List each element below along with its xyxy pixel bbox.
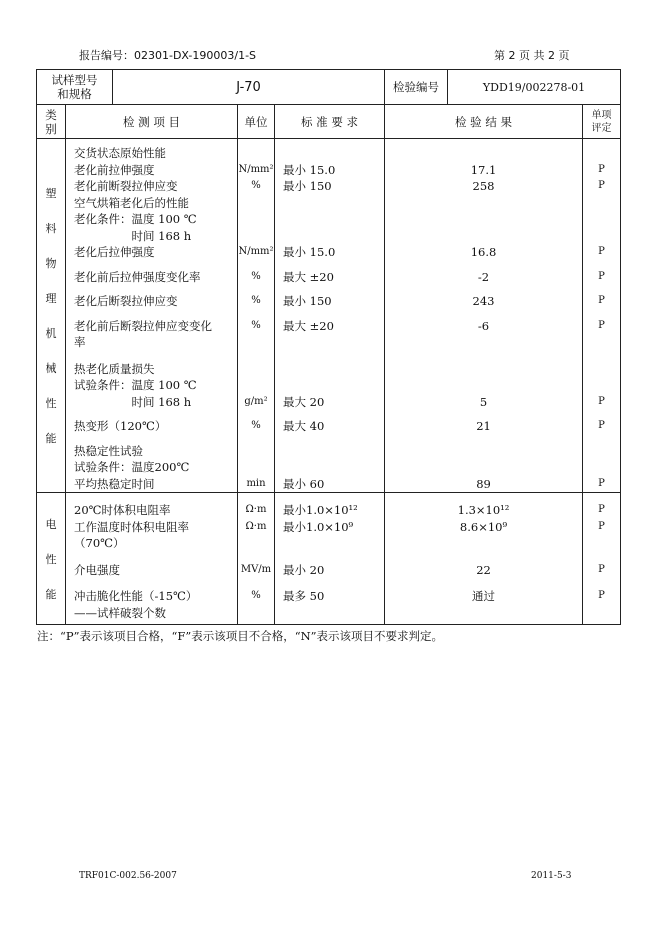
model-row [37,70,621,105]
result-text-cell [385,178,582,195]
item-text: 老化前后拉伸强度变化率 [74,269,201,284]
category-char: 性 [45,552,57,566]
category-char: 理 [45,292,57,305]
unit-text: N/mm² [238,163,274,175]
verdict-text-cell [583,162,620,179]
standard-text-cell [283,418,384,435]
spacer [283,334,384,351]
result-text: 16.8 [470,245,497,259]
unit-text-cell [238,162,274,179]
standard-text-cell [283,269,384,286]
unit-text: Ω·m [245,504,267,515]
spacer [385,334,582,351]
unit-text: % [251,180,261,191]
result-text-cell [385,145,582,162]
list-item [74,195,237,245]
result-text [385,145,582,162]
spacer [385,377,582,394]
verdict-text-cell [583,269,620,286]
col-verdict: 单项 评定 [583,105,621,139]
spacer [238,195,274,212]
verdict-text-cell [583,443,620,493]
standard-text-cell [283,519,384,552]
footer-date: 2011-5-3 [531,871,572,881]
spacer [583,334,620,351]
verdict-text: P [598,504,605,515]
result-text: 243 [472,294,495,308]
col-standard: 标 准 要 求 [275,105,385,139]
result-text: -6 [477,318,490,333]
item-text: （70℃） [74,536,125,550]
spacer [385,361,582,378]
unit-text-cell [238,562,274,579]
spacer [283,459,384,476]
item-text: 20℃时体积电阻率 [74,503,171,517]
result-text: 1.3×10¹² [457,503,510,517]
standard-text-cell [283,361,384,411]
item-text: 老化前拉伸强度 [74,162,155,177]
category-char: 料 [45,222,57,235]
unit-text: N/mm² [238,246,274,257]
verdict-text-cell [583,502,620,519]
spacer [238,334,274,351]
standard-text-cell [283,244,384,261]
result-text: 21 [476,419,491,433]
list-item [74,443,237,493]
result-text-cell [385,269,582,286]
result-text: -2 [477,269,490,284]
verdict-text-cell [583,195,620,245]
results-mechanical [385,139,583,493]
unit-text-cell [238,418,274,435]
verdict-text: P [598,420,605,431]
unit-text [238,228,274,245]
unit-text: % [251,295,261,306]
spacer [238,377,274,394]
standard-text-cell [283,502,384,519]
unit-text: Ω·m [245,520,267,532]
verdict-text-cell [583,588,620,621]
unit-text-cell [238,244,274,261]
verdict-text-cell [583,178,620,195]
standard-text: 最大 20 [283,394,325,409]
result-text-cell [385,318,582,351]
unit-text-cell [238,361,274,411]
col-unit: 单位 [238,105,275,139]
list-item [74,361,237,411]
units-electrical [238,493,275,625]
verdict-text: P [598,395,605,407]
unit-text: % [251,590,261,601]
item-text: 平均热稳定时间 [74,476,155,491]
unit-text-cell [238,269,274,286]
model-label: 试样型号 和规格 [37,70,113,105]
item-text: 介电强度 [74,562,120,577]
standards-electrical [275,493,385,625]
result-text-cell [385,418,582,435]
verdict-text-cell [583,244,620,261]
inspection-no-cell [385,70,621,105]
standard-text: 最小 15.0 [283,245,336,259]
standard-text: 最大 ±20 [283,269,334,284]
verdict-text: P [598,163,605,175]
spacer [283,535,384,552]
unit-text: MV/m [240,563,272,575]
spacer [583,459,620,476]
result-text-cell [385,519,582,552]
standard-text-cell [283,162,384,179]
verdict-text: P [598,319,605,331]
inspection-table [36,69,621,625]
item-text: 热老化质量损失 [74,361,155,376]
spacer [238,211,274,228]
result-text: 5 [479,394,488,409]
unit-text: % [251,319,261,331]
result-text-cell [385,195,582,245]
spacer [283,361,384,378]
standard-text: 最小 150 [283,294,332,308]
unit-text: min [246,477,266,489]
list-item [74,269,237,286]
inspection-no-value: YDD19/002278-01 [482,80,586,94]
report-number: 报告编号：02301-DX-190003/1-S [79,49,257,62]
results-electrical [385,493,583,625]
item-text: 时间 168 h [74,394,192,409]
category-char: 机 [45,327,57,340]
unit-text-cell [238,145,274,162]
result-text: 17.1 [470,162,497,177]
item-text: 热稳定性试验 [74,443,143,458]
spacer [385,195,582,212]
unit-text: % [251,420,261,431]
unit-text-cell [238,443,274,493]
spacer [385,443,582,460]
category-char: 能 [45,432,57,445]
item-text: 交货状态原始性能 [74,146,166,160]
result-text-cell [385,443,582,493]
standard-text: 最多 50 [283,589,325,603]
list-item [74,145,237,162]
standard-text-cell [283,562,384,579]
spacer [583,605,620,622]
standard-text: 最小 60 [283,476,325,491]
verdict-text-cell [583,418,620,435]
standards-mechanical [275,139,385,493]
result-text-cell [385,502,582,519]
unit-text-cell [238,588,274,621]
standard-text: 最小1.0×10¹² [283,503,358,517]
standard-text: 最小 15.0 [283,162,336,177]
result-text [385,228,582,245]
verdict-text: P [598,180,605,191]
standard-text: 最小1.0×10⁹ [283,519,354,534]
section-mechanical [37,139,621,493]
spacer [283,377,384,394]
verdict-text-cell [583,519,620,552]
item-text: 老化后断裂拉伸应变 [74,294,178,308]
verdict-text: P [598,520,605,532]
verdict-text-cell [583,145,620,162]
inspection-no-label: 检验编号 [385,70,448,104]
item-text: 时间 168 h [74,228,192,243]
verdict-text [583,145,620,162]
standard-text: 最大 ±20 [283,318,334,333]
unit-text-cell [238,195,274,245]
standard-text-cell [283,178,384,195]
units-mechanical [238,139,275,493]
verdict-text: P [598,295,605,306]
spacer [385,459,582,476]
spacer [583,361,620,378]
verdicts-electrical [583,493,621,625]
standard-text-cell [283,145,384,162]
items-electrical [66,493,238,625]
spacer [238,605,274,622]
list-item [74,418,237,435]
category-char: 电 [45,517,57,531]
page-info: 第 2 页 共 2 页 [494,49,570,62]
item-text: 老化条件：温度 100 ℃ [74,212,197,226]
category-char: 塑 [45,187,57,200]
result-text: 8.6×10⁹ [459,519,508,534]
result-text: 通过 [472,589,496,603]
result-text: 258 [472,179,495,193]
item-text: 老化前断裂拉伸应变 [74,179,178,193]
result-text: 22 [476,562,491,577]
verdict-text: P [598,246,605,257]
spacer [238,361,274,378]
spacer [238,459,274,476]
unit-text-cell [238,293,274,310]
verdict-text: P [598,270,605,282]
result-text-cell [385,562,582,579]
item-text: 工作温度时体积电阻率 [74,519,189,534]
item-text: 冲击脆化性能（-15℃） [74,589,198,603]
list-item [74,519,237,552]
unit-text-cell [238,178,274,195]
result-text-cell [385,162,582,179]
standard-text: 最小 20 [283,562,325,577]
verdict-text: P [598,590,605,601]
standard-text: 最大 40 [283,419,325,433]
verdicts-mechanical [583,139,621,493]
item-text: 老化后拉伸强度 [74,245,155,259]
standard-text [283,228,384,245]
col-category: 类 别 [37,105,66,139]
col-result: 检 验 结 果 [385,105,583,139]
list-item [74,162,237,179]
list-item [74,318,237,351]
unit-text-cell [238,519,274,552]
standard-text: 最小 150 [283,179,332,193]
verdict-text [583,228,620,245]
standard-text-cell [283,318,384,351]
item-text: 空气烘箱老化后的性能 [74,195,189,210]
list-item [74,502,237,519]
items-mechanical [66,139,238,493]
spacer [238,535,274,552]
spacer [583,443,620,460]
category-char: 性 [45,397,57,410]
col-item: 检 测 项 目 [66,105,238,139]
unit-text-cell [238,502,274,519]
spacer [583,535,620,552]
unit-text-cell [238,318,274,351]
item-text: 试验条件：温度200℃ [74,460,190,474]
result-text-cell [385,293,582,310]
spacer [583,377,620,394]
spacer [385,605,582,622]
list-item [74,244,237,261]
item-text: 热变形（120℃） [74,419,167,433]
verdict-text-cell [583,562,620,579]
verdict-text-cell [583,361,620,411]
verdict-text-cell [583,293,620,310]
item-text: 试验条件：温度 100 ℃ [74,378,197,392]
spacer [583,195,620,212]
category-char: 能 [45,587,57,601]
standard-text-cell [283,293,384,310]
standard-text-cell [283,443,384,493]
list-item [74,178,237,195]
result-text: 89 [476,476,491,491]
spacer [583,211,620,228]
spacer [238,443,274,460]
item-text: ——试样破裂个数 [74,605,166,620]
result-text-cell [385,588,582,621]
list-item [74,562,237,579]
list-item [74,588,237,621]
unit-text [238,145,274,162]
category-mechanical [37,139,66,493]
verdict-text: P [598,477,605,489]
category-char: 械 [45,362,57,375]
spacer [385,535,582,552]
column-header-row [37,105,621,139]
unit-text: g/m² [244,395,268,407]
item-text: 老化前后断裂拉伸应变变化 [74,318,212,333]
item-text: 率 [74,335,86,349]
list-item [74,293,237,310]
standard-text-cell [283,195,384,245]
spacer [283,211,384,228]
spacer [283,605,384,622]
spacer [283,443,384,460]
unit-text: % [251,270,261,282]
section-electrical [37,493,621,625]
form-number: TRF01C-002.56-2007 [79,871,177,881]
verdict-text-cell [583,318,620,351]
category-char: 物 [45,257,57,270]
result-text-cell [385,244,582,261]
spacer [385,211,582,228]
result-text-cell [385,361,582,411]
model-value: J-70 [113,70,385,105]
verdict-text: P [598,563,605,575]
spacer [283,195,384,212]
category-electrical [37,493,66,625]
standard-text-cell [283,588,384,621]
standard-text [283,145,384,162]
verdict-note: 注：“P”表示该项目合格，“F”表示该项目不合格，“N”表示该项目不要求判定。 [37,629,444,643]
